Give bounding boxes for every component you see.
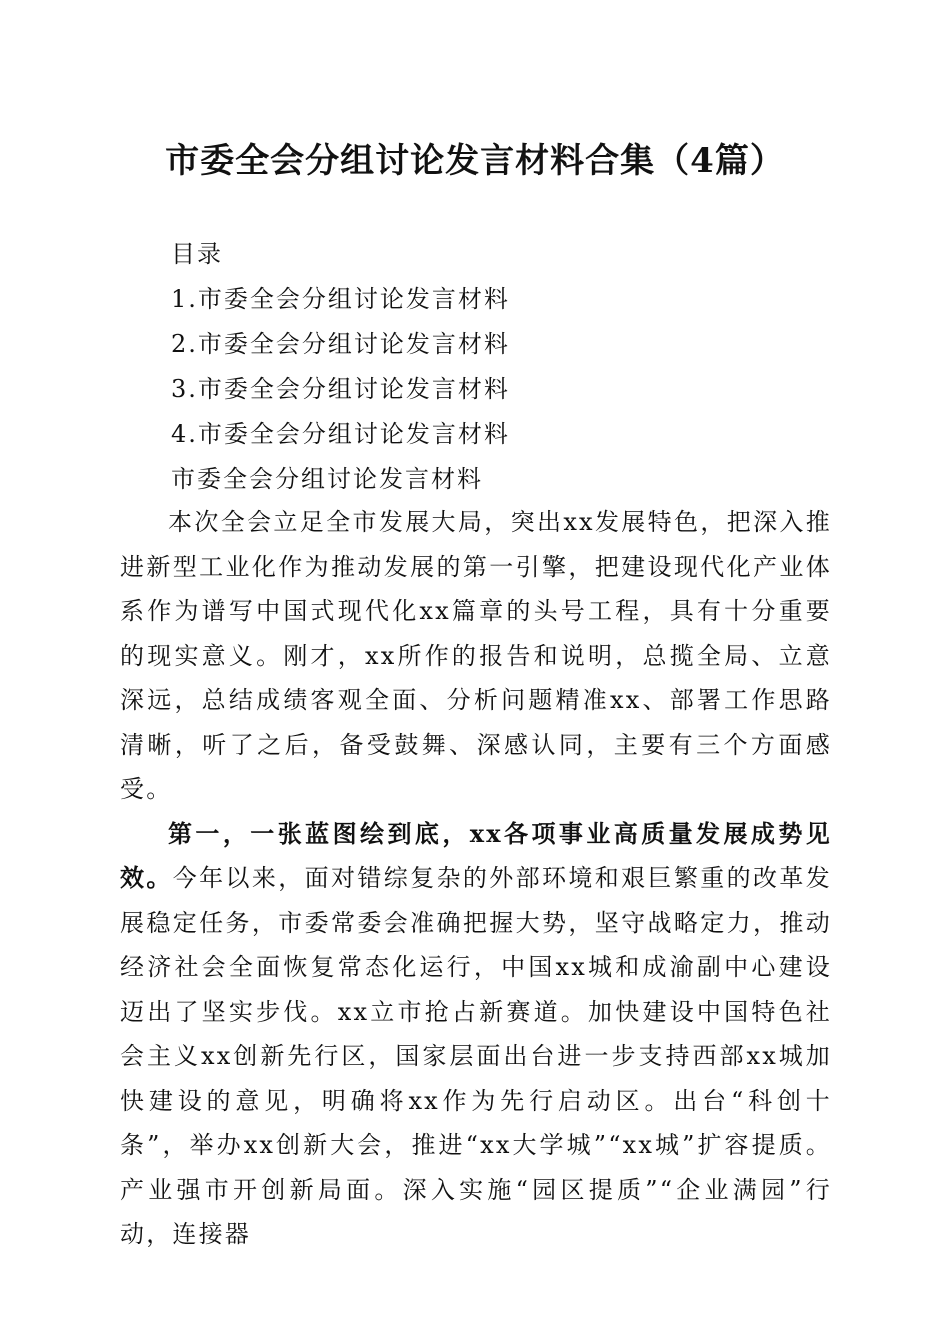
paragraph-intro: 本次全会立足全市发展大局，突出xx发展特色，把深入推进新型工业化作为推动发展的第一引擎，把建设现代化产业体系作为谱写中国式现代化xx篇章的头号工程，具有十分重要的现实意义。刚才，xx所作的报告和说明，总揽全局、立意深远，总结成绩客观全面、分析问题精准xx、部署工作思路清晰，听了之后，备受鼓舞、深感认同，主要有三个方面感受。 — [120, 508, 832, 803]
paragraph-body: 今年以来，面对错综复杂的外部环境和艰巨繁重的改革发展稳定任务，市委常委会准确把握大势，坚守战略定力，推动经济社会全面恢复常态化运行，中国xx城和成渝副中心建设迈出了坚实步伐。xx立市抢占新赛道。加快建设中国特色社会主义xx创新先行区，国家层面出台进一步支持西部xx城加快建设的意见，明确将xx作为先行启动区。出台“科创十条”，举办xx创新大会，推进“xx大学城”“xx城”扩容提质。产业强市开创新局面。深入实施“园区提质”“企业满园”行动，连接器 — [120, 864, 833, 1248]
table-of-contents — [171, 232, 510, 502]
toc-heading: 目录 — [171, 240, 223, 268]
toc-item: 4.市委全会分组讨论发言材料 — [171, 420, 510, 448]
toc-item: 3.市委全会分组讨论发言材料 — [171, 375, 510, 403]
paragraph-first-point — [120, 812, 832, 1257]
document-title: 市委全会分组讨论发言材料合集（4篇） — [165, 141, 785, 181]
section-title: 市委全会分组讨论发言材料 — [171, 465, 483, 493]
toc-item: 1.市委全会分组讨论发言材料 — [171, 285, 510, 313]
toc-item: 2.市委全会分组讨论发言材料 — [171, 330, 510, 358]
paragraph-lead-sentence: 第一，一张蓝图绘到底，xx各项事业高质量发展成势见效。 — [120, 818, 832, 892]
body-text — [120, 500, 832, 1257]
